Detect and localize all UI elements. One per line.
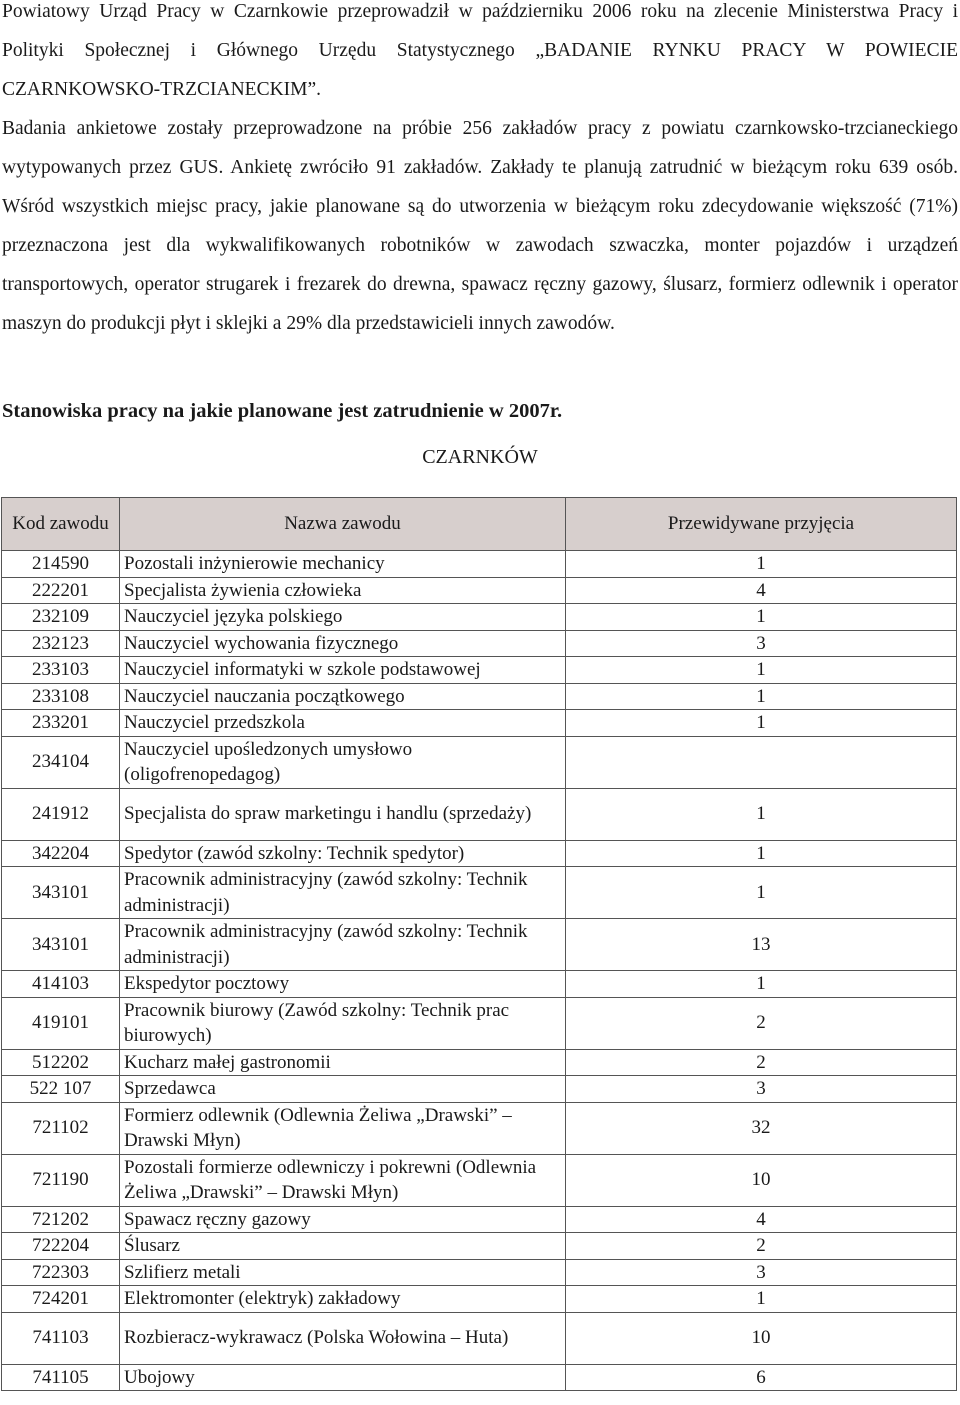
table-row: [2, 1206, 957, 1233]
occupation-name: Nauczyciel upośledzonych umysłowo (oligofrenopedagog): [120, 736, 566, 788]
planned-hires: 2: [566, 1233, 957, 1260]
table-row: [2, 997, 957, 1049]
table-row: [2, 1286, 957, 1313]
occupation-code: 233108: [2, 683, 120, 710]
table-row: [2, 577, 957, 604]
occupation-code: 232123: [2, 630, 120, 657]
table-row: [2, 736, 957, 788]
occupation-code: 222201: [2, 577, 120, 604]
planned-hires: 1: [566, 710, 957, 737]
planned-hires: 2: [566, 997, 957, 1049]
occupation-name: Sprzedawca: [120, 1076, 566, 1103]
table-row: [2, 630, 957, 657]
planned-hires: 1: [566, 683, 957, 710]
occupation-code: 419101: [2, 997, 120, 1049]
planned-hires: 4: [566, 1206, 957, 1233]
occupation-code: 233103: [2, 657, 120, 684]
occupation-code: 233201: [2, 710, 120, 737]
occupation-name: Szlifierz metali: [120, 1259, 566, 1286]
planned-hires: 4: [566, 577, 957, 604]
occupation-code: 721202: [2, 1206, 120, 1233]
planned-hires: 3: [566, 630, 957, 657]
table-row: [2, 1259, 957, 1286]
occupation-name: Specjalista żywienia człowieka: [120, 577, 566, 604]
occupation-name: Pozostali formierze odlewniczy i pokrewni (Odlewnia Żeliwa „Drawski” – Drawski Młyn): [120, 1154, 566, 1206]
planned-hires: 1: [566, 604, 957, 631]
planned-hires: 1: [566, 840, 957, 867]
occupation-code: 343101: [2, 867, 120, 919]
occupation-code: 741105: [2, 1364, 120, 1391]
table-row: [2, 710, 957, 737]
occupation-name: Pozostali inżynierowie mechanicy: [120, 551, 566, 578]
occupation-name: Nauczyciel języka polskiego: [120, 604, 566, 631]
occupation-code: 722303: [2, 1259, 120, 1286]
occupation-name: Rozbieracz-wykrawacz (Polska Wołowina – Huta): [120, 1312, 566, 1364]
planned-hires: [566, 736, 957, 788]
header-count: Przewidywane przyjęcia: [566, 498, 957, 551]
table-row: [2, 971, 957, 998]
occupation-code: 512202: [2, 1049, 120, 1076]
occupation-name: Nauczyciel nauczania początkowego: [120, 683, 566, 710]
occupation-code: 414103: [2, 971, 120, 998]
planned-hires: 1: [566, 788, 957, 840]
occupation-name: Ekspedytor pocztowy: [120, 971, 566, 998]
place-heading: CZARNKÓW: [422, 446, 538, 468]
table-row: [2, 788, 957, 840]
planned-hires: 3: [566, 1076, 957, 1103]
occupation-code: 214590: [2, 551, 120, 578]
planned-hires: 3: [566, 1259, 957, 1286]
table-row: [2, 919, 957, 971]
occupation-name: Kucharz małej gastronomii: [120, 1049, 566, 1076]
table-row: [2, 1102, 957, 1154]
occupation-name: Pracownik administracyjny (zawód szkolny: Technik administracji): [120, 919, 566, 971]
occupation-name: Specjalista do spraw marketingu i handlu (sprzedaży): [120, 788, 566, 840]
occupation-name: Nauczyciel przedszkola: [120, 710, 566, 737]
positions-table: [1, 497, 957, 1391]
occupation-code: 721190: [2, 1154, 120, 1206]
table-row: [2, 657, 957, 684]
table-row: [2, 683, 957, 710]
planned-hires: 1: [566, 657, 957, 684]
planned-hires: 10: [566, 1154, 957, 1206]
occupation-code: 241912: [2, 788, 120, 840]
header-name: Nazwa zawodu: [120, 498, 566, 551]
table-row: [2, 1233, 957, 1260]
table-header-row: [2, 498, 957, 551]
header-code: Kod zawodu: [2, 498, 120, 551]
occupation-name: Elektromonter (elektryk) zakładowy: [120, 1286, 566, 1313]
occupation-name: Nauczyciel informatyki w szkole podstawowej: [120, 657, 566, 684]
occupation-name: Nauczyciel wychowania fizycznego: [120, 630, 566, 657]
planned-hires: 1: [566, 1286, 957, 1313]
table-row: [2, 1312, 957, 1364]
planned-hires: 1: [566, 551, 957, 578]
table-row: [2, 551, 957, 578]
table-row: [2, 867, 957, 919]
intro-paragraph: Powiatowy Urząd Pracy w Czarnkowie przeprowadził w październiku 2006 roku na zlecenie Ministerstwa Pracy i Polityki Społecznej i Głównego Urzędu Statystycznego „BADANIE RYNKU PRACY W POWIECIE CZARNKOWSKO-TRZCIANECKIM”.: [2, 1, 958, 100]
occupation-code: 522 107: [2, 1076, 120, 1103]
occupation-code: 741103: [2, 1312, 120, 1364]
planned-hires: 13: [566, 919, 957, 971]
planned-hires: 1: [566, 971, 957, 998]
occupation-code: 721102: [2, 1102, 120, 1154]
occupation-name: Pracownik biurowy (Zawód szkolny: Technik prac biurowych): [120, 997, 566, 1049]
occupation-code: 343101: [2, 919, 120, 971]
section-heading: Stanowiska pracy na jakie planowane jest zatrudnienie w 2007r.: [2, 400, 563, 422]
occupation-name: Ślusarz: [120, 1233, 566, 1260]
occupation-name: Formierz odlewnik (Odlewnia Żeliwa „Drawski” – Drawski Młyn): [120, 1102, 566, 1154]
table-row: [2, 1154, 957, 1206]
occupation-code: 722204: [2, 1233, 120, 1260]
occupation-name: Pracownik administracyjny (zawód szkolny: Technik administracji): [120, 867, 566, 919]
occupation-code: 342204: [2, 840, 120, 867]
table-row: [2, 1076, 957, 1103]
occupation-code: 232109: [2, 604, 120, 631]
planned-hires: 1: [566, 867, 957, 919]
occupation-name: Spawacz ręczny gazowy: [120, 1206, 566, 1233]
planned-hires: 10: [566, 1312, 957, 1364]
table-row: [2, 840, 957, 867]
table-row: [2, 604, 957, 631]
occupation-code: 234104: [2, 736, 120, 788]
planned-hires: 2: [566, 1049, 957, 1076]
table-row: [2, 1364, 957, 1391]
planned-hires: 32: [566, 1102, 957, 1154]
occupation-code: 724201: [2, 1286, 120, 1313]
occupation-name: Spedytor (zawód szkolny: Technik spedytor): [120, 840, 566, 867]
planned-hires: 6: [566, 1364, 957, 1391]
occupation-name: Ubojowy: [120, 1364, 566, 1391]
table-row: [2, 1049, 957, 1076]
survey-paragraph: Badania ankietowe zostały przeprowadzone na próbie 256 zakładów pracy z powiatu czarnkowsko-trzcianeckiego wytypowanych przez GUS. Ankietę zwróciło 91 zakładów. Zakłady te planują zatrudnić w bieżącym roku 639 osób. Wśród wszystkich miejsc pracy, jakie planowane są do utworzenia w bieżącym roku zdecydowanie większość (71%) przeznaczona jest dla wykwalifikowanych robotników w zawodach szwaczka, monter pojazdów i urządzeń transportowych, operator strugarek i frezarek do drewna, spawacz ręczny gazowy, ślusarz, formierz odlewnik i operator maszyn do produkcji płyt i sklejki a 29% dla przedstawicieli innych zawodów.: [2, 118, 958, 334]
